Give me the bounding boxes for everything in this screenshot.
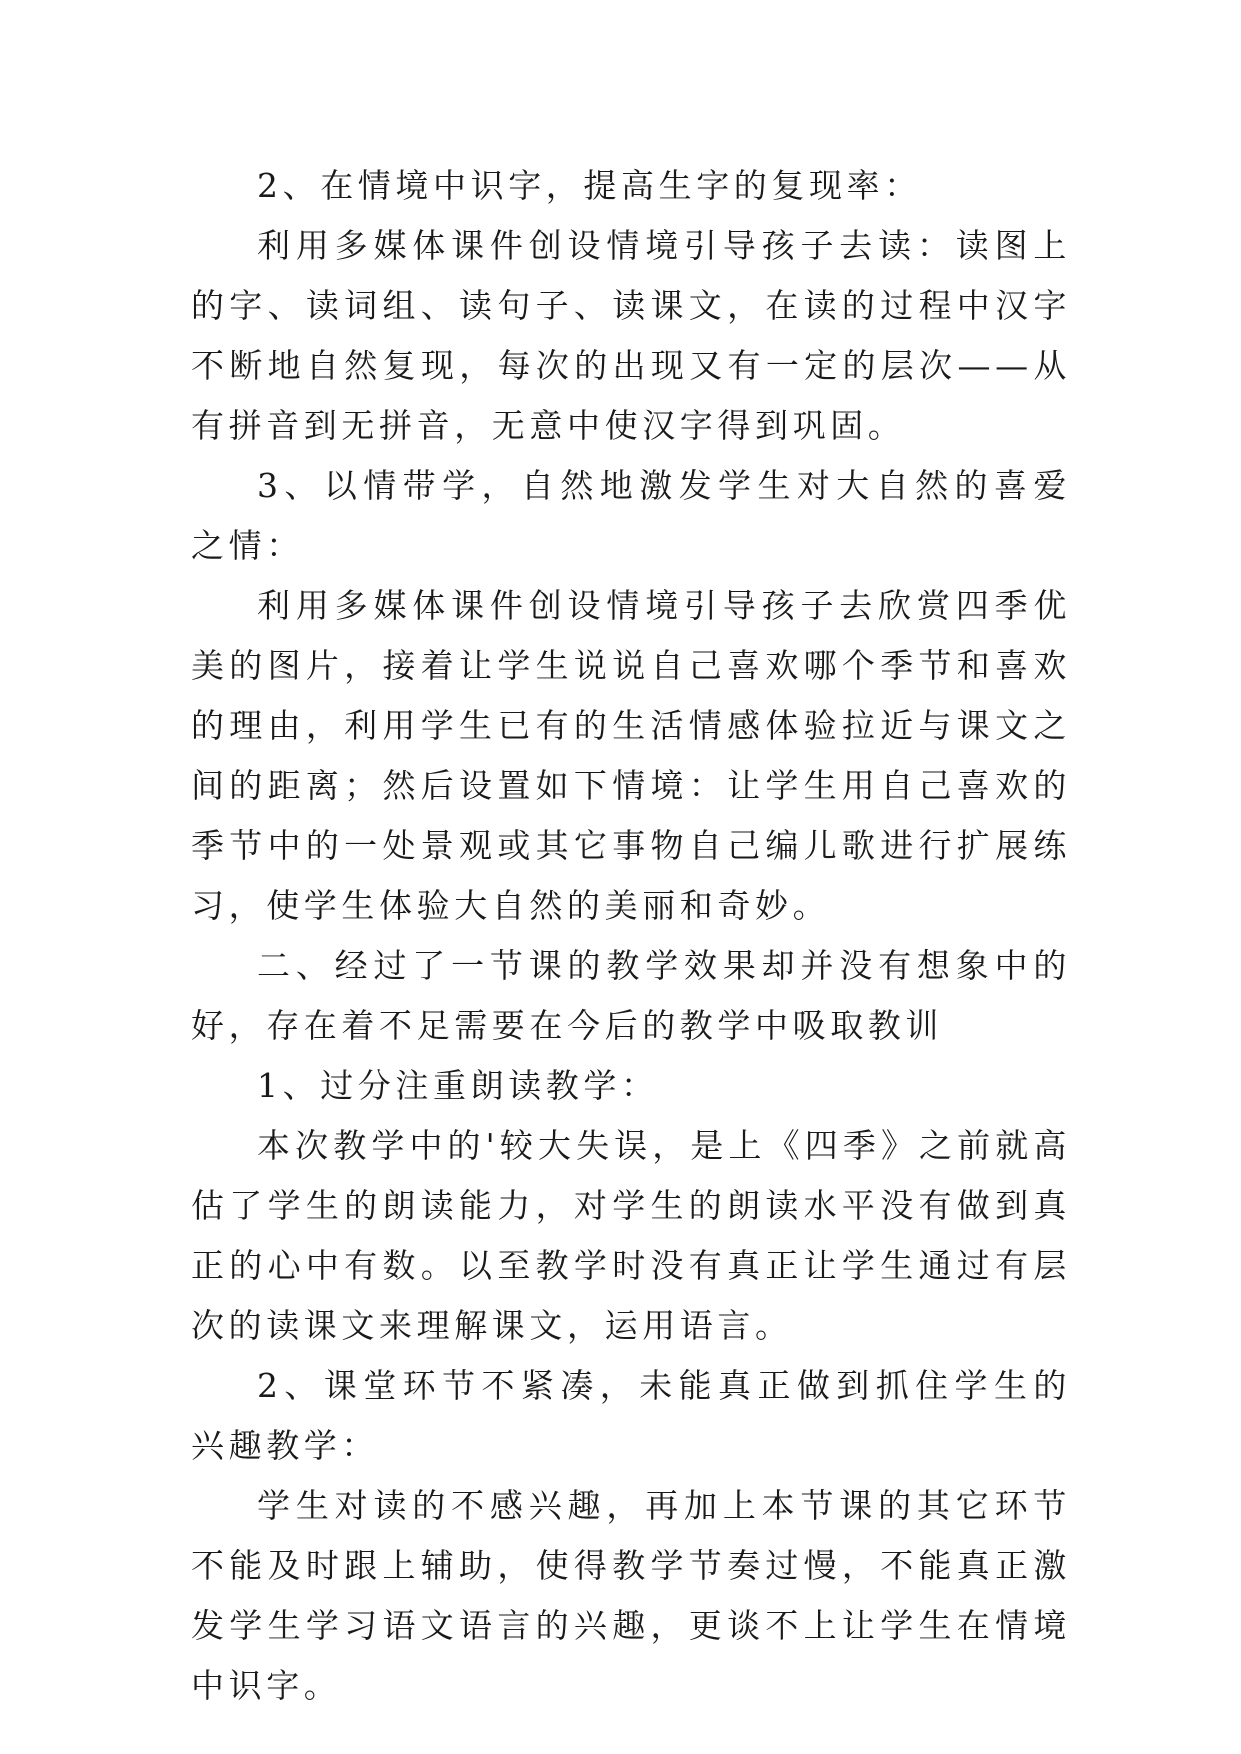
paragraph-seasons-appreciation: 利用多媒体课件创设情境引导孩子去欣赏四季优美的图片，接着让学生说说自己喜欢哪个季节和喜欢的理由，利用学生已有的生活情感体验拉近与课文之间的距离；然后设置如下情境：让学生用自己喜欢的季节中的一处景观或其它事物自己编儿歌进行扩展练习，使学生体验大自然的美丽和奇妙。 (191, 586, 1071, 925)
paragraph-pacing-issue: 学生对读的不感兴趣，再加上本节课的其它环节不能及时跟上辅助，使得教学节奏过慢，不能真正激发学生学习语文语言的兴趣，更谈不上让学生在情境中识字。 (191, 1486, 1071, 1705)
heading-shortcomings: 二、经过了一节课的教学效果却并没有想象中的好，存在着不足需要在今后的教学中吸取教训 (191, 946, 1071, 1045)
paragraph-reading-mistake: 本次教学中的'较大失误，是上《四季》之前就高估了学生的朗读能力，对学生的朗读水平没有做到真正的心中有数。以至教学时没有真正让学生通过有层次的读课文来理解课文，运用语言。 (191, 1126, 1071, 1345)
paragraph-multimedia-reading: 利用多媒体课件创设情境引导孩子去读：读图上的字、读词组、读句子、读课文，在读的过程中汉字不断地自然复现，每次的出现又有一定的层次——从有拼音到无拼音，无意中使汉字得到巩固。 (191, 226, 1071, 445)
heading-literacy-in-context: 2、在情境中识字，提高生字的复现率： (257, 166, 922, 205)
document-body (191, 156, 1071, 1716)
heading-class-pacing: 2、课堂环节不紧凑，未能真正做到抓住学生的兴趣教学： (191, 1366, 1071, 1465)
heading-reading-overemphasis: 1、过分注重朗读教学： (257, 1066, 659, 1105)
heading-emotion-learning: 3、以情带学，自然地激发学生对大自然的喜爱之情： (191, 466, 1071, 565)
